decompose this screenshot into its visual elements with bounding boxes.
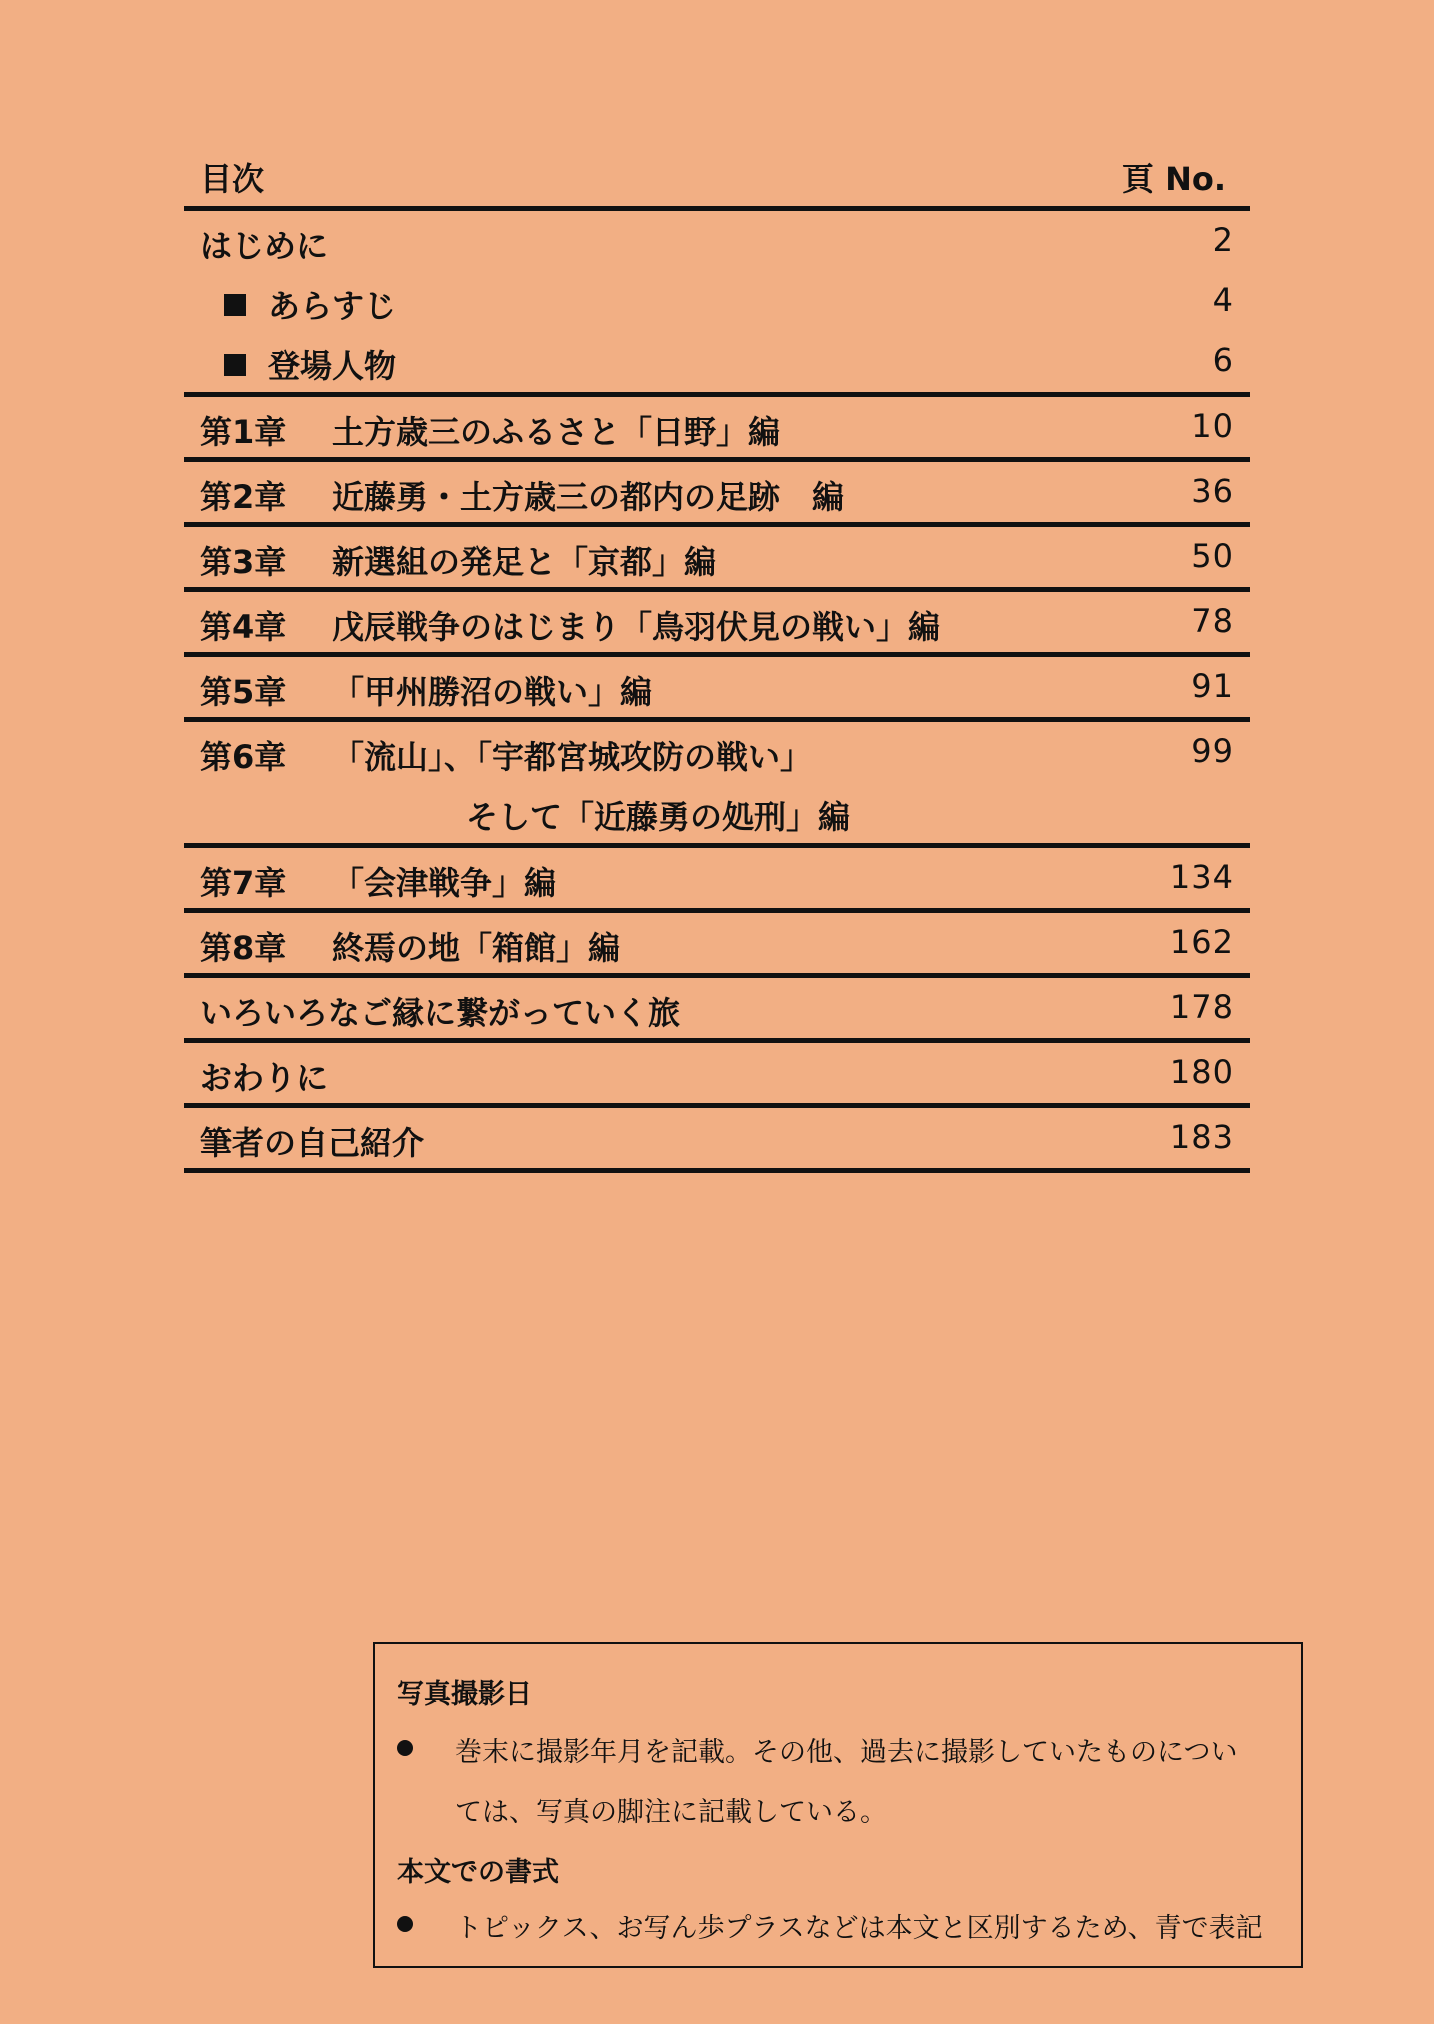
toc-row-author[interactable]	[184, 1108, 1250, 1173]
chapter-number: 第3章	[200, 543, 287, 581]
toc-row-chapter-7[interactable]	[184, 848, 1250, 913]
table-of-contents	[184, 144, 1250, 1173]
toc-label	[224, 281, 396, 327]
chapter-title: 「会津戦争」編	[332, 864, 557, 902]
toc-row-afterword[interactable]	[184, 1043, 1250, 1108]
toc-row-intro[interactable]	[184, 211, 1250, 271]
toc-row-synopsis[interactable]	[184, 271, 1250, 331]
toc-page: 134	[1169, 858, 1234, 896]
toc-row-chapter-5[interactable]	[184, 657, 1250, 722]
toc-row-chapter-4[interactable]	[184, 592, 1250, 657]
toc-label	[200, 732, 812, 778]
toc-row-chapter-3[interactable]	[184, 527, 1250, 592]
toc-label	[200, 858, 556, 904]
toc-row-journey[interactable]	[184, 978, 1250, 1043]
notes-heading-format: 本文での書式	[397, 1857, 559, 1888]
toc-page: 180	[1169, 1053, 1234, 1091]
toc-label	[200, 407, 780, 453]
toc-label	[200, 923, 620, 969]
chapter-title: 近藤勇・土方歳三の都内の足跡 編	[332, 478, 845, 516]
notes-text: ては、写真の脚注に記載している。	[455, 1797, 887, 1828]
chapter-number: 第4章	[200, 608, 287, 646]
toc-label	[200, 667, 652, 713]
round-bullet-icon	[397, 1916, 413, 1932]
chapter-number: 第8章	[200, 929, 287, 967]
page-number-header: 頁 No.	[1121, 160, 1226, 198]
toc-page: 183	[1169, 1118, 1234, 1156]
toc-header	[184, 144, 1250, 211]
chapter-number: 第5章	[200, 673, 287, 711]
toc-row-chapter-8[interactable]	[184, 913, 1250, 978]
toc-label: 筆者の自己紹介	[200, 1124, 425, 1162]
toc-label: いろいろなご縁に繋がっていく旅	[200, 994, 681, 1032]
toc-label	[200, 602, 940, 648]
chapter-title-line2: そして「近藤勇の処刑」編	[466, 798, 851, 836]
toc-row-characters[interactable]	[184, 331, 1250, 397]
toc-sub-label: 登場人物	[268, 347, 397, 385]
toc-page: 6	[1212, 341, 1234, 379]
notes-heading-photo-date: 写真撮影日	[397, 1679, 532, 1710]
chapter-title: 戊辰戦争のはじまり「鳥羽伏見の戦い」編	[332, 608, 941, 646]
chapter-number: 第7章	[200, 864, 287, 902]
toc-label: おわりに	[200, 1059, 329, 1097]
toc-row-chapter-2[interactable]	[184, 462, 1250, 527]
toc-sub-label: あらすじ	[268, 287, 397, 325]
chapter-title: 「甲州勝沼の戦い」編	[332, 673, 653, 711]
toc-page: 162	[1169, 923, 1234, 961]
notes-text: トピックス、お写ん歩プラスなどは本文と区別するため、青で表記	[455, 1913, 1263, 1944]
chapter-title: 土方歳三のふるさと「日野」編	[332, 413, 781, 451]
chapter-title: 「流山」、「宇都宮城攻防の戦い」	[332, 738, 813, 776]
toc-page: 10	[1191, 407, 1234, 445]
notes-text: 巻末に撮影年月を記載。その他、過去に撮影していたものについ	[455, 1737, 1238, 1768]
chapter-title: 新選組の発足と「京都」編	[332, 543, 717, 581]
toc-page: 4	[1212, 281, 1234, 319]
toc-page: 99	[1191, 732, 1234, 770]
toc-page: 78	[1191, 602, 1234, 640]
square-bullet-icon	[224, 354, 246, 376]
notes-box	[373, 1642, 1303, 1968]
toc-label	[224, 341, 396, 387]
toc-row-chapter-1[interactable]	[184, 397, 1250, 462]
toc-page: 50	[1191, 537, 1234, 575]
round-bullet-icon	[397, 1740, 413, 1756]
chapter-title: 終焉の地「箱館」編	[332, 929, 621, 967]
toc-label: はじめに	[200, 227, 329, 265]
toc-label	[200, 537, 716, 583]
chapter-number: 第6章	[200, 738, 287, 776]
toc-page: 2	[1212, 221, 1234, 259]
toc-page: 178	[1169, 988, 1234, 1026]
chapter-number: 第2章	[200, 478, 287, 516]
toc-title: 目次	[200, 160, 265, 198]
toc-page: 36	[1191, 472, 1234, 510]
toc-label	[200, 472, 844, 518]
chapter-number: 第1章	[200, 413, 287, 451]
square-bullet-icon	[224, 294, 246, 316]
toc-page: 91	[1191, 667, 1234, 705]
toc-row-chapter-6[interactable]	[184, 722, 1250, 848]
